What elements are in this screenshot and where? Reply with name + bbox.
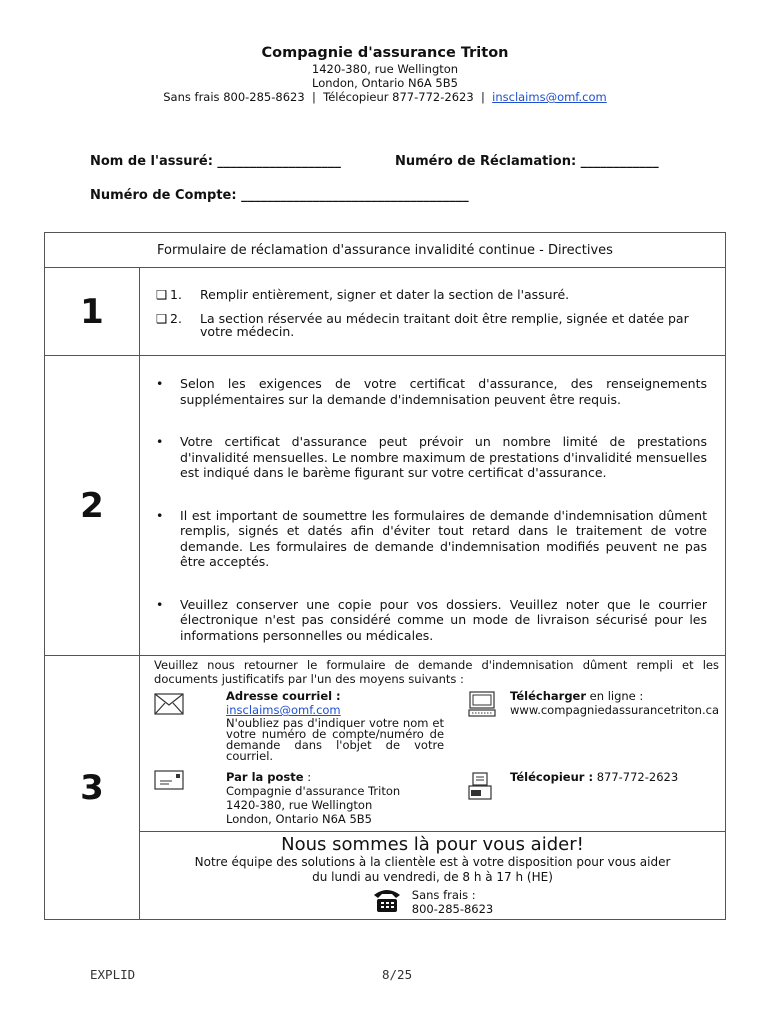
download-label: Télécharger	[510, 689, 587, 703]
email-label: Adresse courriel :	[226, 689, 341, 703]
post-suffix: :	[303, 770, 312, 784]
letterhead	[0, 44, 770, 104]
contact-prefix: Sans frais 800-285-8623 | Télécopieur 877-772-2623 |	[163, 90, 493, 104]
checkbox-icon[interactable]: ❑	[156, 311, 168, 326]
step-2-number: 2.	[170, 311, 182, 326]
bullet-text: Veuillez conserver une copie pour vos dossiers. Veuillez noter que le courrier électronique n'est pas considéré comme un mode de livraison sécurisé pour les informations personnelles ou médicales.	[180, 596, 707, 643]
page-number: 8/25	[382, 967, 413, 982]
email-note: N'oubliez pas d'indiquer votre nom et votre numéro de compte/numéro de demande dans l'objet de votre courriel.	[226, 716, 445, 763]
step-1-number: 1.	[170, 287, 182, 302]
mail-icon	[154, 770, 226, 826]
help-title: Nous sommes là pour vous aider!	[281, 834, 584, 855]
bullet-item: • Veuillez conserver une copie pour vos dossiers. Veuillez noter que le courrier électronique n'est pas considéré comme un mode de livraison sécurisé pour les informations personnelles ou médicales.	[140, 597, 725, 644]
step-2-text: La section réservée au médecin traitant doit être remplie, signée et datée par votre médecin.	[200, 311, 689, 339]
step-1-text: Remplir entièrement, signer et dater la section de l'assuré.	[200, 287, 570, 302]
bullet-text: Votre certificat d'assurance peut prévoir un nombre limité de prestations d'invalidité mensuelles. Le nombre maximum de prestations d'invalidité mensuelles est indiqué dans le barème figurant sur votre certificat d'assurance.	[180, 434, 707, 480]
checkbox-icon[interactable]: ❑	[156, 287, 168, 302]
form-title: Formulaire de réclamation d'assurance invalidité continue - Directives	[45, 233, 726, 268]
bullet-item: • Il est important de soumettre les formulaires de demande d'indemnisation dûment remplis, signés et datés afin d'éviter tout retard dans le traitement de votre demande. Les formulaires de demande d'indemnisation modifiés peuvent ne pas être acceptés.	[140, 508, 725, 570]
post-address-1: Compagnie d'assurance Triton	[226, 784, 401, 798]
download-method	[468, 689, 719, 762]
header-email-link[interactable]: insclaims@omf.com	[492, 90, 607, 104]
insured-name-field[interactable]: Nom de l'assuré: ___________________	[90, 154, 341, 169]
section-2-number: 2	[45, 356, 140, 656]
email-method	[154, 689, 454, 762]
post-address-2: 1420-380, rue Wellington	[226, 798, 373, 812]
fax-method	[468, 770, 678, 826]
section-1-number: 1	[45, 268, 140, 356]
download-suffix: en ligne :	[586, 689, 644, 703]
download-url[interactable]: www.compagniedassurancetriton.ca	[510, 703, 719, 717]
account-number-field[interactable]: Numéro de Compte: ___________________________________	[90, 188, 469, 203]
step-2[interactable]	[156, 312, 709, 338]
telephone-icon	[372, 887, 412, 917]
section-3	[140, 656, 726, 832]
fax-number: 877-772-2623	[596, 770, 679, 784]
post-method	[154, 770, 454, 826]
help-line-2: du lundi au vendredi, de 8 h à 17 h (HE)	[312, 870, 553, 884]
bullet-text: Il est important de soumettre les formulaires de demande d'indemnisation dûment remplis, signés et datés afin d'éviter tout retard dans le traitement de votre demande. Les formulaires de demande d'indemnisation modifiés peuvent ne pas être acceptés.	[180, 507, 707, 569]
fax-icon	[468, 770, 510, 826]
step-1[interactable]	[156, 288, 709, 301]
help-line-1: Notre équipe des solutions à la clientèle est à votre disposition pour vous aider	[194, 855, 671, 869]
phone-number: 800-285-8623	[411, 902, 494, 916]
footer-code: EXPLID	[90, 967, 136, 982]
section-2	[140, 356, 726, 656]
claim-number-field[interactable]: Numéro de Réclamation: ____________	[395, 154, 659, 169]
address-line-1: 1420-380, rue Wellington	[311, 62, 459, 76]
company-name: Compagnie d'assurance Triton	[261, 45, 509, 61]
help-section	[140, 832, 726, 920]
post-label: Par la poste	[226, 770, 304, 784]
address-line-2: London, Ontario N6A 5B5	[312, 76, 458, 90]
section-1	[140, 268, 726, 356]
fax-label: Télécopieur :	[510, 770, 594, 784]
computer-icon	[468, 689, 510, 762]
bullet-text: Selon les exigences de votre certificat d'assurance, des renseignements supplémentaires sur la demande d'indemnisation peuvent être requis.	[180, 376, 707, 407]
envelope-icon	[154, 689, 226, 762]
bullet-item: • Selon les exigences de votre certificat d'assurance, des renseignements supplémentaires sur la demande d'indemnisation peuvent être requis.	[140, 376, 725, 407]
email-link[interactable]: insclaims@omf.com	[226, 703, 341, 717]
section-3-intro: Veuillez nous retourner le formulaire de demande d'indemnisation dûment rempli et les documents justificatifs par l'un des moyens suivants :	[154, 658, 719, 686]
directives-table	[44, 232, 726, 920]
contact-line	[0, 90, 770, 104]
phone-label: Sans frais :	[411, 888, 476, 902]
bullet-item: • Votre certificat d'assurance peut prévoir un nombre limité de prestations d'invalidité mensuelles. Le nombre maximum de prestations d'invalidité mensuelles est indiqué dans le barème figurant sur votre certificat d'assurance.	[140, 434, 725, 481]
section-3-number: 3	[45, 656, 140, 920]
post-address-3: London, Ontario N6A 5B5	[226, 812, 372, 826]
